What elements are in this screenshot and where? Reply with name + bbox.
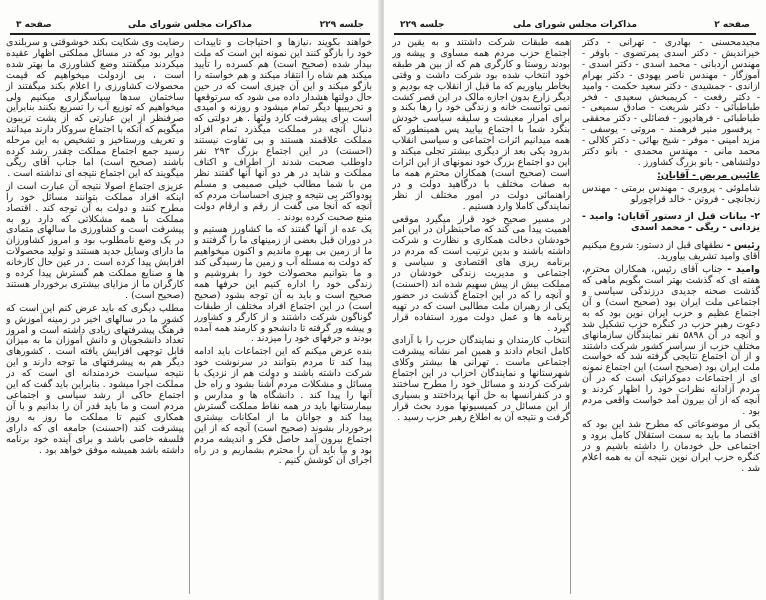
text-column-left: [392, 38, 570, 596]
running-title: مذاکرات مجلس شورای ملی: [127, 20, 253, 30]
paragraph: خواهند بگویند ،نیازها و احتیاجات و تأییدات خود را بازگو کنند این نمونه این است که ملت بیدار شده (صحیح است) هم کسرده را تأیید میکند هم شاه را انتقاد میکند و هم خواسته را بازگو میکند و این آن چیزی است که در حین حال دولتها هشدار داده می شود که سرتوقعها و تحریبیها دیگر تمام میشود و روزنه و امیدی است برای پیشرفت کارد ولتها . هر دولتی که دنبال آنچه در مملکت میگذرد تمام افراد مملکت علاقمند هستند و بی تفاوت نیستند (احسنت) در این اجتماع بزرگ ۲۹۳ نفر داوطلب صحبت شدند از اطراف و اکناف مملکت و شاید در هر دو آنها آنها گفتند نظر من با شما مطالب خیلی صمیمی و مسلم بودواکثر بی نتیجه و چیزی احساسات مردم که آنچه که آنجا می گفت از رقم و ارقام دولت منبع صحبت کرده بودند .: [194, 38, 372, 223]
column-divider: [189, 40, 190, 594]
paragraph: [582, 265, 760, 418]
speaker: وامید -: [722, 264, 760, 276]
paragraph: [582, 241, 760, 263]
header-rule: [394, 33, 756, 35]
paragraph: انتخاب کارمندان و نمایندگان حزب را با آزادی کامل انجام دادند و همین امر نشانه پیشرفت اجتماعی ماست . تهرانی ها بیشتر وکلای شهرستانها و نمایندگان احزاب در این اجتماع شرکت کردند و مسائل خود را مطرح ساختند و در کنفرانسها به حل آنها پرداختند و بسیاری از این مسائل در کمیسیونها مورد بحث قرار گرفت و نتیجه آن به اطلاع رهبر حزب رسید .: [392, 335, 570, 423]
paragraph: مطلب دیگری که باید عرض کنم این است که کشور ما در سالهای اخیر در زمینه آموزش و فرهنگ پیشرفتهای زیادی داشته است و امروز تعداد دانشجویان و دانش آموزان ما به میزان قابل توجهی افزایش یافته است . کشورهای دیگر هم به پیشرفتهای ما توجه دارند و این نتیجه سیاست خردمندانه ای است که در مملکت اجرا میشود . بنابراین باید گفت که این اجتماع حاکی از رشد سیاسی و اجتماعی مردم است و ما باید قدر آن را بدانیم و با آن همکاری کنیم تا مملکت ما روز به روز پیشرفت کند (احسنت) جامعه ای که دارای فلسفه خاصی باشد و برای آینده خود برنامه داشته باشد همیشه موفق خواهد بود .: [6, 302, 184, 456]
speaker: رئیس -: [723, 240, 760, 252]
right-page: [384, 0, 766, 600]
session-number: جلسه ۲۲۹: [400, 20, 445, 30]
paragraph: یک عده از آنها گفتند که ما کشاورز هستیم و در دوران قبل بعضی از زمینهای ما را گرفتند و ما از زمین بی بهره ماندیم و اکنون میخواهیم که دولت به مسئله آب و زمین ما رسیدگی کند و ما بتوانیم محصولات خود را بفروشیم و زندگی خود را اداره کنیم این حرفها همه صحیح است و باید به آن توجه بشود (صحیح است) در این اجتماع افراد مختلف از طبقات گوناگون شرکت داشتند و از کارگر و کشاورز و پیشه ور گرفته تا دانشجو و کارمند همه آمده بودند و حرفهای خود را میزدند .: [194, 224, 372, 345]
text-column-right: [194, 38, 372, 596]
page-header: [8, 20, 372, 32]
left-page: [0, 0, 380, 600]
page-number: صفحه ۳: [16, 20, 52, 30]
header-rule: [10, 33, 370, 35]
text-column-right: [582, 38, 760, 596]
session-number: جلسه ۲۲۹: [319, 20, 364, 30]
attendance-list: مجیدمحسنی - بهادری - تهرانی - دکتر خیراندیش - دکتر اسدی یمرتضوی - باوفر - مهندس اردبانی - محمد اسدی - دکتر اسدی - آموزگار - مهندس ناصر یهودی - دکتر بهرام ازاندی - جمشیدی - دکتر سعید حکمت - وامید - دکتر رفعت - کریمبخش سعیدی - فخر طباطبائی - دکتر شریعت - صادق سمیعی - طباطبائی - فرهادپور - فضائلی - دکتر محققی - پرفسور منیر فرهمند - مروتی - یوسفی - مزید امینی - موفر - شیخ بهائی - دکتر کلالی - محمد مانی - مهندس محمدی - بانو دکتر دولتشاهی - بانو بزرگ کشاورز .: [582, 38, 760, 168]
speech-text: جناب آقای رئیس، همکاران محترم، هفته ای که گذشت بهتر است بگویم ماهی که گذشت صحنه جدیدی درزندگی سیاسی و اجتماعی ملت ایران بود (صحیح است) و آن اجتماع عظیم و حزب ایران نوین بود که به دعوت رهبر حزب در کنگره حزب تشکیل شد و آنچه در آن ۵۸۹۸ نفر نمایندگان سازمانهای مختلف حزب از سراسر کشور شرکت داشتند و از آن اجتماع نتایجی گرفته شد که خواست ملت ایران بود (صحیح است) این اجتماع نمونه ای از اجتماعات دموکراتیک است که در آن مردم آزادانه نظرات خود را اظهار کردند و آنچه که از آن بیرون آمد خواست واقعی مردم بود .: [582, 264, 760, 417]
section-title: ۲- بیانات قبل از دستور آقایان: وامید - یزدانی - ریگی - محمد اسدی: [582, 210, 760, 233]
absent-list: شاملوئی - پروبری - مهندس برمتی - مهندس زنجانچی - فروتن - خالد قراچورلو: [582, 182, 760, 205]
paragraph: در مسیر صحیح خود قرار میگیرد موقعی اهمیت پیدا می کند که صاحبنظران در این امر خودشان دخالت همکاری و نظارت و شرکت داشته باشند و بدین ترتیب است که مردم در برنامه ریزی های اقتصادی و سیاسی و اجتماعی و مدیریت زندگی خودشان در مملکت بیش از پیش سهیم شده اند (احسنت) و آنچه را که در این اجتماع گذشت در حضور یکی از رهبران ملت مطالبی است که در تهیه برنامه ها و عمل دولت مورد استفاده قرار گیرد .: [392, 213, 570, 334]
text-column-left: [6, 38, 184, 596]
column-divider: [570, 40, 571, 594]
paragraph: یکی از موضوعاتی که مطرح شد این بود که اقتصاد ما باید به سمت استقلال کامل برود و اجتماعی حل خودمان را داشته باشیم و در کنگره حزب ایران نوین نتیجه آن به همه اعلام شد .: [582, 418, 760, 474]
running-title: مذاکرات مجلس شورای ملی: [512, 20, 638, 30]
page-number: صفحه ۲: [714, 20, 750, 30]
page-header: [392, 20, 758, 32]
absent-heading: غائبین مریض - آقایان:: [657, 169, 760, 181]
paragraph: رضایت وی شکایت بکند خوشوقتی و سربلندی دوایر بود که در مسائل مملکتی اظهار عقیده میکردند میگفتند وضع کشاورزی ما بهتر شده است ، بی ازدولت میخواهیم که قیمت محصولات کشاورزی را اعلام بکند میگفتند از ساختمان سدها سپاسگزاری میکنیم ولی میخواهیم که توزیع آب را تسریع بکنند بنابراین صرفنظر از این عبارتی که از پشت تریبون میگویم که آنکه با اجتماع سروکار دارند میدانند و تعریف ورستاخیز و تشخیص به این مرحله رسید جمع اجتماع مملکت چقدر رشد کرده باشند (صحیح است) اما جناب آقای ریگی میگویند که این اجتماع نتیجه ای نداشته است .: [6, 38, 184, 179]
speech-text: نطقهای قبل از دستور: شروع میکنیم آقای وامید تشریف بیاورید.: [582, 240, 760, 263]
paragraph: عزیزی اجتماع اصولا نتیجه آن عبارت است از اینکه افراد مملکت بتوانند مسائل خود را مطرح کنند و دولت به آن توجه کند . اقتصاد مملکت با همه مشکلاتی که دارد رو به پیشرفت است و کشاورزی ما سالهای متمادی در یک وضع نامطلوب بود و امروز کشاورزان ما دارای وسایل جدید هستند و تولید محصولات افزایش پیدا کرده است . در عین حال کارخانه ها و صنایع مملکت هم گسترش پیدا کرده و کارگران ما از مزایای بیشتری برخوردار هستند (صحیح است) .: [6, 180, 184, 301]
paragraph: بنده عرض میکنم که این اجتماعات باید ادامه پیدا کند تا مردم بتوانند در سرنوشت خود شرکت داشته باشند و دولت هم از نزدیک با مسائل و مشکلات مردم آشنا بشود و راه حل آنها را پیدا کند . دانشگاه ها و مدارس و بیمارستانها باید در همه نقاط مملکت گسترش پیدا کند و جوانان ما از امکانات بیشتری برخوردار بشوند (صحیح است) آنچه که از این اجتماع بیرون آمد حاصل فکر و اندیشه مردم بود و ما باید آن را محترم بشماریم و در راه اجرای آن کوشش کنیم .: [194, 346, 372, 467]
paragraph: همه طبقات شرکت داشتند و به یقین در اجتماع حزب مردم همه مساوی و پیشه ور بودند روستا و کارگری هم که از بین هر طبقه خود انتخاب شده بود شرکت داشت و وقتی بخاطر بیاوریم که ما قبل از انقلاب چه بودیم و دیگر زارع بدون اجازه مالک در این قصر کشت نمی توانست خانه و زندگی خود را رها بکند و برای امرار معیشت و سلیقه سیاسی خودش بنگرد شما با اجتماع بیایید پس همینطور که همه میدانیم اثرات اجتماعی و سیاسی انقلاب بدرود یکی بعد از دیگری بیشتر تجلی میکند و این دو اجتماع بزرگ خود نمونهای از این اثرات است (صحیح است) همکاران محترم همه ما به صفات مختلف با درگاهید دولت و در راهنمائی دولت در امور مختلف از نظر نمایندگی کاملا وارد هستیم .: [392, 38, 570, 212]
